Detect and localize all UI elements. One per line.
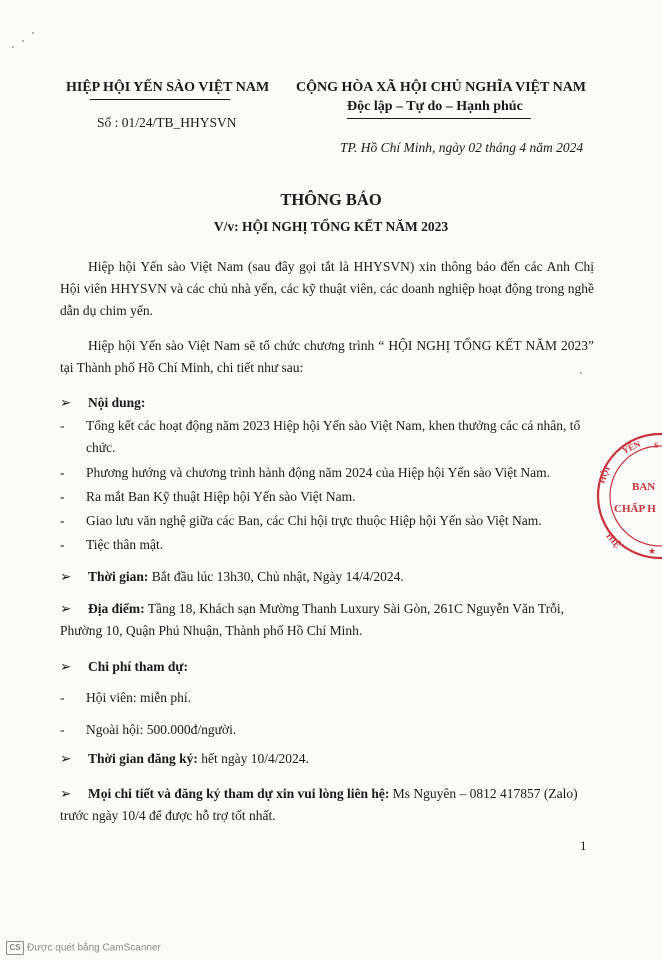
organization-name: HIỆP HỘI YẾN SÀO VIỆT NAM <box>66 80 270 95</box>
svg-text:HIỆ: HIỆ <box>604 530 623 550</box>
venue-value: Tầng 18, Khách sạn Mường Thanh Luxury Sài Gòn, 261C Nguyễn Văn Trỗi, Phường 10, Quận Phú Nhuận, Thành phố Hồ Chí Minh. <box>60 601 565 638</box>
republic-title: CỘNG HÒA XÃ HỘI CHỦ NGHĨA VIỆT NAM <box>296 80 587 95</box>
bullet-arrow-icon: ➢ <box>60 601 72 616</box>
dash-icon: - <box>60 465 65 480</box>
list-item-text: Giao lưu văn nghệ giữa các Ban, các Chi hội trực thuộc Hiệp hội Yến sào Việt Nam. <box>86 513 542 528</box>
place-and-date: TP. Hồ Chí Minh, ngày 02 tháng 4 năm 2024 <box>340 140 584 155</box>
list-item-text: Phương hướng và chương trình hành động năm 2024 của Hiệp hội Yến sào Việt Nam. <box>86 465 550 480</box>
dash-icon: - <box>60 513 65 528</box>
svg-text:S: S <box>654 441 659 450</box>
section-venue <box>60 598 594 642</box>
list-item-text: Tiệc thân mật. <box>86 537 164 552</box>
svg-text:★: ★ <box>648 547 657 557</box>
list-item <box>60 486 600 508</box>
list-item <box>60 415 594 459</box>
contact-label: Mọi chi tiết và đăng ký tham dự xin vui lòng liên hệ: <box>88 786 390 801</box>
list-item-text: Ngoài hội: 500.000đ/người. <box>86 722 237 737</box>
svg-text:HỘI: HỘI <box>596 464 612 485</box>
list-item <box>60 534 600 556</box>
document-number: Số : 01/24/TB_HHYSVN <box>97 115 237 130</box>
bullet-arrow-icon: ➢ <box>60 786 72 801</box>
page-number: 1 <box>580 838 587 853</box>
intro-paragraph-1: Hiệp hội Yến sào Việt Nam (sau đây gọi tắt là HHYSVN) xin thông báo đến các Anh Chị Hội viên HHYSVN và các chủ nhà yến, các kỹ thuật viên, các doanh nghiệp hoạt động trong nghề dẫn dụ chim yến. <box>60 259 594 318</box>
svg-text:YẾN: YẾN <box>620 438 643 456</box>
scan-speckle <box>22 40 24 42</box>
bullet-arrow-icon: ➢ <box>60 751 72 766</box>
list-item <box>60 462 600 484</box>
camscanner-logo-icon: CS <box>6 941 24 955</box>
red-seal-stamp <box>584 432 662 560</box>
dash-icon: - <box>60 690 65 705</box>
list-item-text: Hội viên: miễn phí. <box>86 690 191 705</box>
section-time <box>60 566 600 588</box>
document-subject: V/v: HỘI NGHỊ TỔNG KẾT NĂM 2023 <box>213 219 449 234</box>
dash-icon: - <box>60 489 65 504</box>
bullet-arrow-icon: ➢ <box>60 569 72 584</box>
intro-paragraph-2: Hiệp hội Yến sào Việt Nam sẽ tổ chức chương trình “ HỘI NGHỊ TỔNG KẾT NĂM 2023” tại Thành phố Hồ Chí Minh, chi tiết như sau: <box>60 338 594 375</box>
registration-value: hết ngày 10/4/2024. <box>197 751 309 766</box>
scan-speckle <box>580 372 582 374</box>
time-value: Bắt đầu lúc 13h30, Chủ nhật, Ngày 14/4/2024. <box>148 569 404 584</box>
national-motto: Độc lập – Tự do – Hạnh phúc <box>347 99 523 114</box>
motto-underline <box>347 117 531 120</box>
list-item <box>60 510 600 532</box>
section-content-label: Nội dung: <box>88 395 146 410</box>
section-registration <box>60 748 600 770</box>
section-content <box>60 392 600 414</box>
list-item-text: Tổng kết các hoạt động năm 2023 Hiệp hội Yến sào Việt Nam, khen thưởng các cá nhân, tổ chức. <box>86 418 581 455</box>
list-item <box>60 719 600 741</box>
fees-label: Chi phí tham dự: <box>88 659 189 674</box>
dash-icon: - <box>60 537 65 552</box>
scan-speckle <box>32 32 34 34</box>
scanner-caption: Được quét bằng CamScanner <box>27 942 161 954</box>
bullet-arrow-icon: ➢ <box>60 659 72 674</box>
list-item-text: Ra mắt Ban Kỹ thuật Hiệp hội Yến sào Việt Nam. <box>86 489 356 504</box>
venue-label: Địa điểm: <box>88 601 145 616</box>
document-title: THÔNG BÁO <box>280 190 382 209</box>
registration-label: Thời gian đăng ký: <box>88 751 198 766</box>
scan-speckle <box>12 46 14 48</box>
time-label: Thời gian: <box>88 569 149 584</box>
scanner-watermark <box>6 941 161 955</box>
organization-underline <box>90 98 230 101</box>
contact-value: Ms Nguyên – 0812 417857 (Zalo) trước ngày 10/4 để được hỗ trợ tốt nhất. <box>60 786 578 823</box>
bullet-arrow-icon: ➢ <box>60 395 72 410</box>
dash-icon: - <box>60 722 65 737</box>
svg-text:BAN: BAN <box>632 481 656 493</box>
svg-text:CHẤP H: CHẤP H <box>614 503 656 515</box>
section-fees <box>60 656 600 678</box>
section-contact <box>60 783 594 827</box>
dash-icon: - <box>60 418 65 433</box>
list-item <box>60 687 600 709</box>
